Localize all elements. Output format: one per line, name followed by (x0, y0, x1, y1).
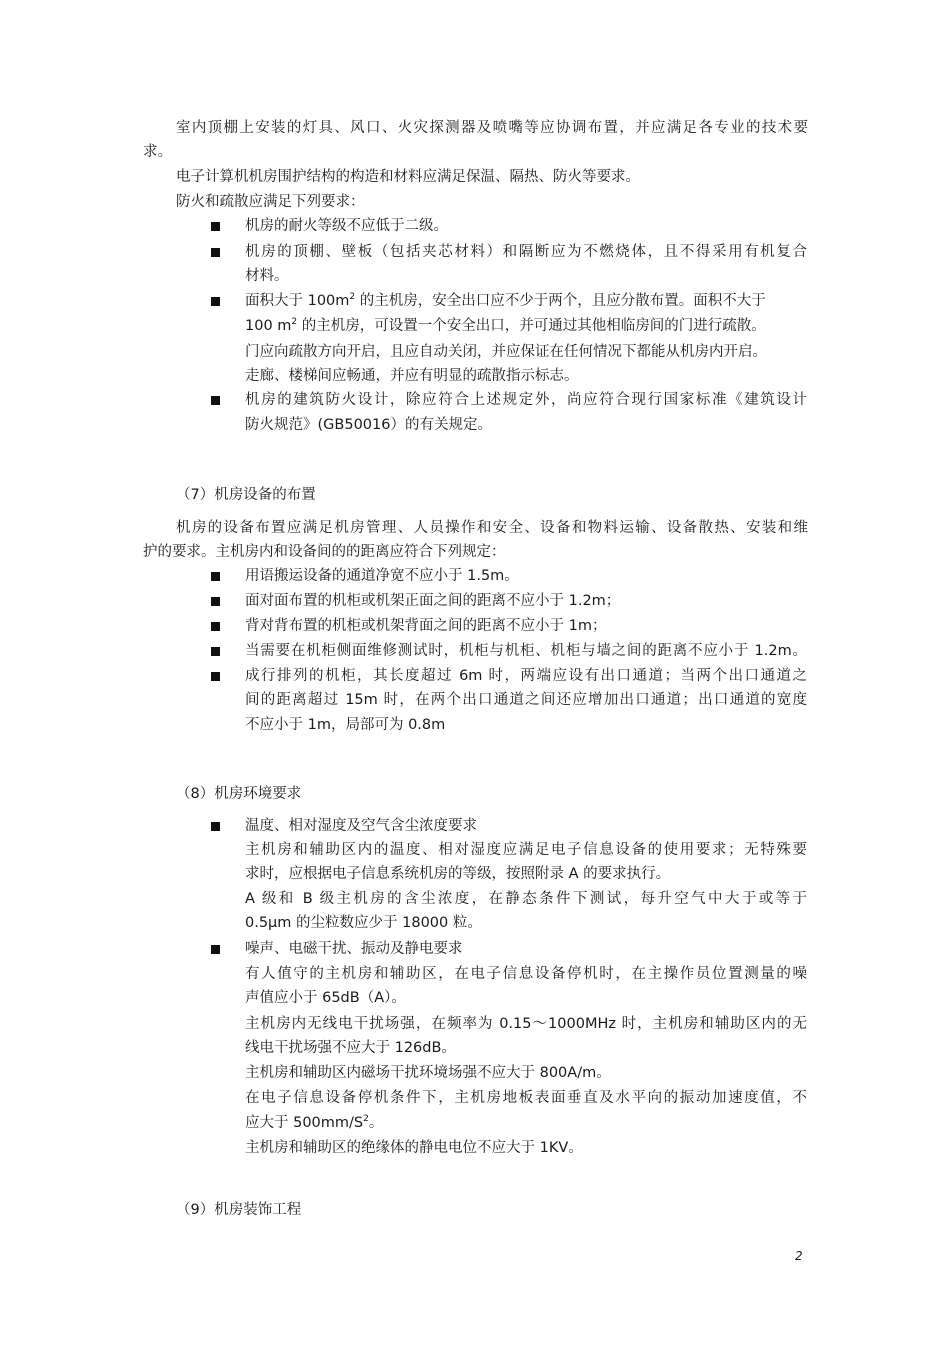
bullet-square-icon (211, 297, 220, 306)
list-item-continuation: 间的距离超过 15m 时，在两个出口通道之间还应增加出口通道；出口通道的宽度 (245, 692, 807, 708)
bullet-square-icon (211, 396, 220, 405)
text-run: 面积大于 100m (245, 293, 350, 309)
list-item-continuation: 求时，应根据电子信息系统机房的等级，按照附录 A 的要求执行。 (245, 866, 671, 882)
paragraph-line: 护的要求。主机房内和设备间的的距离应符合下列规定： (143, 544, 506, 560)
section-heading: （9）机房装饰工程 (176, 1202, 302, 1218)
superscript: 2 (349, 292, 356, 303)
bullet-square-icon (211, 822, 220, 831)
list-item: 机房的顶棚、壁板（包括夹芯材料）和隔断应为不燃烧体，且不得采用有机复合 (245, 244, 807, 260)
list-item-continuation: A 级和 B 级主机房的含尘浓度，在静态条件下测试，每升空气中大于或等于 (245, 891, 807, 907)
list-item-continuation (245, 314, 766, 338)
list-item: 噪声、电磁干扰、振动及静电要求 (245, 941, 463, 957)
list-item-continuation: 主机房和辅助区内的温度、相对湿度应满足电子信息设备的使用要求；无特殊要 (245, 842, 807, 858)
list-item-continuation: 0.5μm 的尘粒数应少于 18000 粒。 (245, 915, 482, 931)
text-run: 。 (368, 1115, 384, 1131)
list-item: 温度、相对湿度及空气含尘浓度要求 (245, 818, 477, 834)
section-heading: （7）机房设备的布置 (176, 487, 316, 503)
page-number: 2 (795, 1249, 803, 1263)
list-item-continuation: 主机房内无线电干扰场强，在频率为 0.15～1000MHz 时，主机房和辅助区内的无 (245, 1016, 807, 1032)
list-item-continuation: 主机房和辅助区内磁场干扰环境场强不应大于 800A/m。 (245, 1065, 611, 1081)
bullet-square-icon (211, 248, 220, 257)
list-item: 背对背布置的机柜或机架背面之间的距离不应小于 1m； (245, 618, 607, 634)
paragraph-line: 室内顶棚上安装的灯具、风口、火灾探测器及喷嘴等应协调布置，并应满足各专业的技术要 (176, 120, 808, 136)
list-item-continuation: 材料。 (245, 268, 289, 284)
list-item: 成行排列的机柜，其长度超过 6m 时，两端应设有出口通道；当两个出口通道之 (245, 668, 807, 684)
list-item-continuation: 主机房和辅助区的绝缘体的静电电位不应大于 1KV。 (245, 1140, 583, 1156)
text-run: 100 m (245, 318, 292, 334)
superscript: 2 (363, 1114, 369, 1125)
bullet-square-icon (211, 945, 220, 954)
list-item-continuation (245, 1111, 383, 1135)
list-item: 机房的耐火等级不应低于二级。 (245, 218, 448, 234)
text-run: 应大于 500mm/S (245, 1115, 364, 1131)
text-run: 的主机房，安全出口应不少于两个，且应分散布置。面积不大于 (355, 293, 766, 309)
list-item: 面对面布置的机柜或机架正面之间的距离不应小于 1.2m； (245, 593, 621, 609)
list-item-continuation: 有人值守的主机房和辅助区，在电子信息设备停机时，在主操作员位置测量的噪 (245, 966, 807, 982)
list-item-continuation: 走廊、楼梯间应畅通，并应有明显的疏散指示标志。 (245, 368, 579, 384)
superscript: 2 (291, 317, 298, 328)
paragraph-line: 电子计算机机房围护结构的构造和材料应满足保温、隔热、防火等要求。 (176, 169, 640, 185)
bullet-square-icon (211, 597, 220, 606)
bullet-square-icon (211, 222, 220, 231)
list-item: 机房的建筑防火设计，除应符合上述规定外，尚应符合现行国家标准《建筑设计 (245, 392, 807, 408)
list-item: 用语搬运设备的通道净宽不应小于 1.5m。 (245, 568, 519, 584)
section-heading: （8）机房环境要求 (176, 786, 302, 802)
list-item-continuation: 防火规范》(GB50016）的有关规定。 (245, 417, 492, 433)
list-item-continuation: 线电干扰场强不应大于 126dB。 (245, 1040, 456, 1056)
paragraph-line: 防火和疏散应满足下列要求： (176, 194, 365, 210)
list-item-continuation: 声值应小于 65dB（A）。 (245, 990, 406, 1006)
list-item-continuation: 门应向疏散方向开启，且应自动关闭，并应保证在任何情况下都能从机房内开启。 (245, 344, 767, 360)
list-item-continuation: 不应小于 1m，局部可为 0.8m (245, 717, 446, 733)
paragraph-line: 机房的设备布置应满足机房管理、人员操作和安全、设备和物料运输、设备散热、安装和维 (176, 520, 808, 536)
paragraph-line: 求。 (143, 144, 172, 160)
list-item: 当需要在机柜侧面维修测试时，机柜与机柜、机柜与墙之间的距离不应小于 1.2m。 (245, 643, 807, 659)
text-run: 的主机房，可设置一个安全出口，并可通过其他相临房间的门进行疏散。 (297, 318, 766, 334)
bullet-square-icon (211, 647, 220, 656)
bullet-square-icon (211, 622, 220, 631)
list-item-continuation: 在电子信息设备停机条件下，主机房地板表面垂直及水平向的振动加速度值，不 (245, 1090, 807, 1106)
bullet-square-icon (211, 572, 220, 581)
list-item (245, 289, 766, 313)
bullet-square-icon (211, 672, 220, 681)
